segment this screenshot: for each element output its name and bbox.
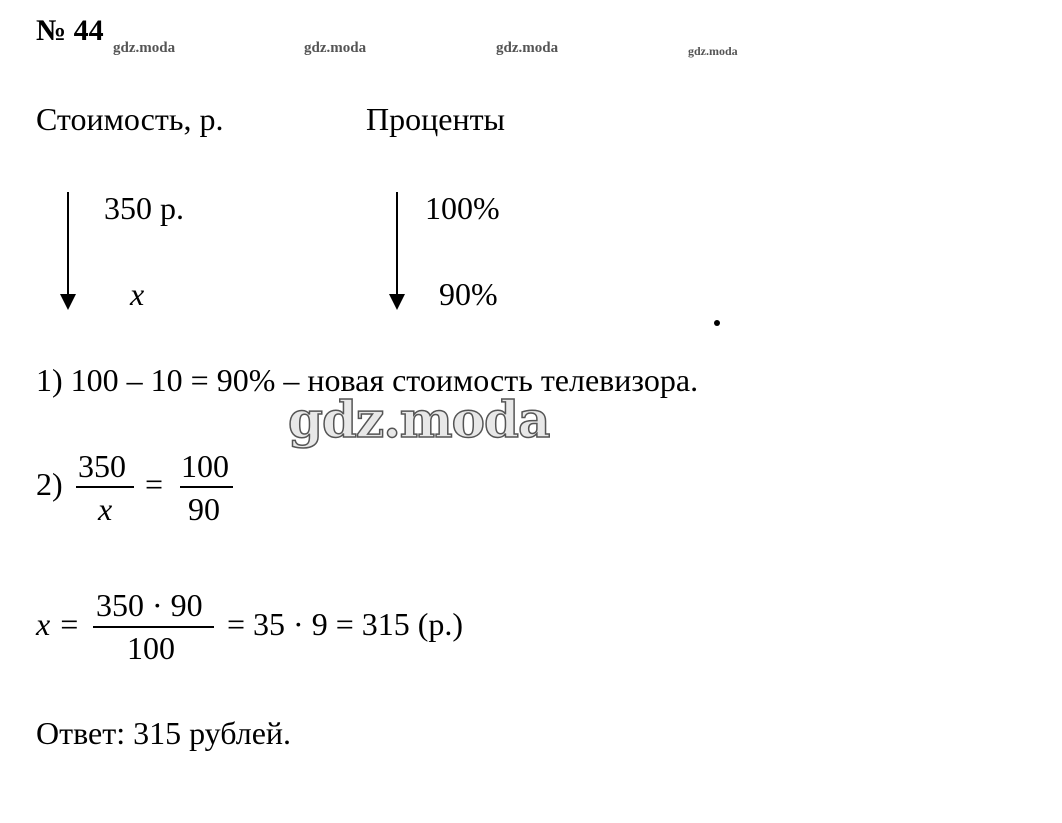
arrow-down-icon — [67, 192, 69, 294]
equals-sign: = — [145, 466, 164, 502]
watermark-small: gdz.moda — [304, 40, 367, 56]
fraction-bar — [76, 486, 134, 488]
column-header-percent: Проценты — [366, 101, 506, 137]
cost-top-value: 350 р. — [104, 190, 184, 226]
fraction-bar — [180, 486, 233, 488]
fraction-numerator: 350 · 90 — [96, 587, 203, 623]
stray-dot — [714, 320, 720, 326]
percent-top-value: 100% — [425, 190, 500, 226]
step-2-label: 2) — [36, 466, 63, 502]
fraction-numerator: 100 — [181, 448, 229, 484]
fraction-denominator: 100 — [127, 630, 175, 666]
answer: Ответ: 315 рублей. — [36, 715, 292, 751]
arrow-down-icon — [389, 294, 405, 310]
column-header-cost: Стоимость, р. — [36, 101, 224, 137]
step-3-result: = 35 · 9 = 315 (р.) — [227, 606, 464, 642]
problem-number: № 44 — [36, 14, 104, 47]
watermark-small: gdz.moda — [496, 40, 559, 56]
watermark-large: gdz.moda — [288, 390, 550, 449]
arrow-down-icon — [60, 294, 76, 310]
fraction-numerator: 350 — [78, 448, 126, 484]
step-1: 1) 100 – 10 = 90% – новая стоимость телевизора. — [36, 362, 699, 398]
fraction-denominator: 90 — [188, 491, 220, 527]
watermark-small: gdz.moda — [688, 44, 738, 58]
percent-bottom-value: 90% — [439, 276, 498, 312]
arrow-down-icon — [396, 192, 398, 294]
cost-bottom-value: x — [130, 276, 145, 312]
fraction-bar — [93, 626, 214, 628]
step-3-lhs: x = — [36, 606, 80, 642]
watermark-small: gdz.moda — [113, 40, 176, 56]
fraction-denominator: x — [98, 491, 113, 527]
